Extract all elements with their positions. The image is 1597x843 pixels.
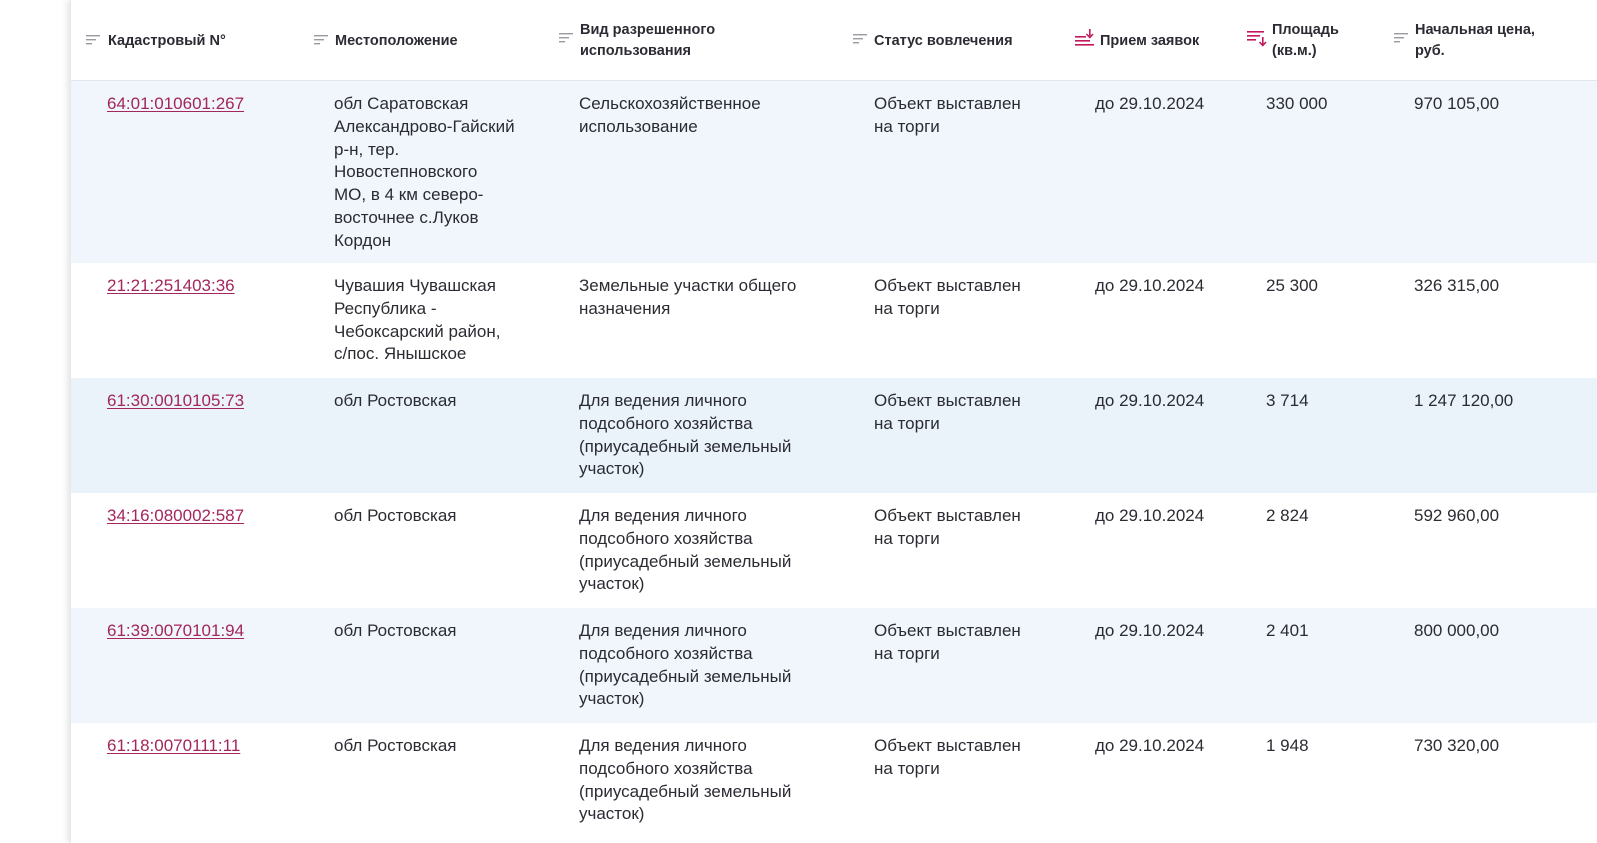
price-cell: 326 315,00: [1414, 276, 1500, 295]
cadastral-number-link[interactable]: 61:30:0010105:73: [107, 391, 245, 410]
usage-cell: Сельскохозяйственное использование: [579, 94, 761, 136]
table-header: [71, 0, 1597, 81]
area-cell: 25 300: [1266, 276, 1318, 295]
location-cell: Чувашия Чувашская Республика - Чебоксарский район, с/пос. Янышское: [334, 276, 501, 364]
status-cell: Объект выставлен на торги: [874, 506, 1021, 548]
status-cell: Объект выставлен на торги: [874, 391, 1021, 433]
column-label-line2: использования: [580, 43, 691, 59]
applications-cell: до 29.10.2024: [1095, 391, 1205, 410]
applications-cell: до 29.10.2024: [1095, 506, 1205, 525]
column-label: Кадастровый N°: [108, 33, 226, 49]
usage-cell: Земельные участки общего назначения: [579, 276, 797, 318]
usage-cell: Для ведения личного подсобного хозяйства (приусадебный земельный участок): [579, 621, 792, 709]
area-cell: 1 948: [1266, 736, 1309, 755]
location-cell: обл Ростовская: [334, 621, 457, 640]
column-label: Прием заявок: [1100, 33, 1200, 49]
column-label: Статус вовлечения: [874, 33, 1013, 49]
table-row[interactable]: [71, 81, 1597, 263]
cadastral-number-link[interactable]: 61:18:0070111:11: [107, 736, 241, 755]
sort-neutral-icon: [558, 30, 576, 46]
location-cell: обл Саратовская Александрово-Гайский р-н, тер. Новостепновского МО, в 4 км северо- восточнее с.Луков Кордон: [334, 94, 515, 250]
sort-neutral-icon: [313, 32, 331, 48]
area-cell: 3 714: [1266, 391, 1309, 410]
column-label-line1: Площадь: [1272, 22, 1339, 38]
price-cell: 730 320,00: [1414, 736, 1500, 755]
cadastral-number-link[interactable]: 64:01:010601:267: [107, 94, 245, 113]
cadastral-number-link[interactable]: 21:21:251403:36: [107, 276, 235, 295]
column-label-line1: Вид разрешенного: [580, 22, 716, 38]
price-cell: 800 000,00: [1414, 621, 1500, 640]
table-row[interactable]: [71, 608, 1597, 723]
cadastral-number-link[interactable]: 61:39:0070101:94: [107, 621, 245, 640]
area-cell: 2 401: [1266, 621, 1309, 640]
applications-cell: до 29.10.2024: [1095, 736, 1205, 755]
area-cell: 330 000: [1266, 94, 1328, 113]
usage-cell: Для ведения личного подсобного хозяйства (приусадебный земельный участок): [579, 391, 792, 479]
cadastral-number-link[interactable]: 34:16:080002:587: [107, 506, 245, 525]
column-label-line2: руб.: [1415, 43, 1445, 59]
sort-neutral-icon: [85, 32, 103, 48]
results-table: [70, 0, 1597, 843]
status-cell: Объект выставлен на торги: [874, 621, 1021, 663]
sort-ascending-icon: [1246, 28, 1268, 48]
page-left-margin: [0, 0, 70, 843]
price-cell: 592 960,00: [1414, 506, 1500, 525]
table-row[interactable]: [71, 723, 1597, 843]
usage-cell: Для ведения личного подсобного хозяйства (приусадебный земельный участок): [579, 736, 792, 824]
status-cell: Объект выставлен на торги: [874, 94, 1021, 136]
applications-cell: до 29.10.2024: [1095, 94, 1205, 113]
location-cell: обл Ростовская: [334, 736, 457, 755]
status-cell: Объект выставлен на торги: [874, 276, 1021, 318]
price-cell: 970 105,00: [1414, 94, 1500, 113]
table-row[interactable]: [71, 493, 1597, 608]
table-row[interactable]: [71, 378, 1597, 493]
column-label: Местоположение: [335, 33, 458, 49]
column-label-line1: Начальная цена,: [1415, 22, 1535, 38]
location-cell: обл Ростовская: [334, 391, 457, 410]
column-label-line2: (кв.м.): [1272, 43, 1317, 59]
location-cell: обл Ростовская: [334, 506, 457, 525]
status-cell: Объект выставлен на торги: [874, 736, 1021, 778]
applications-cell: до 29.10.2024: [1095, 276, 1205, 295]
sort-neutral-icon: [852, 31, 870, 47]
price-cell: 1 247 120,00: [1414, 391, 1514, 410]
area-cell: 2 824: [1266, 506, 1309, 525]
sort-descending-icon: [1074, 28, 1096, 48]
usage-cell: Для ведения личного подсобного хозяйства (приусадебный земельный участок): [579, 506, 792, 594]
applications-cell: до 29.10.2024: [1095, 621, 1205, 640]
sort-neutral-icon: [1393, 30, 1411, 46]
table-row[interactable]: [71, 263, 1597, 378]
